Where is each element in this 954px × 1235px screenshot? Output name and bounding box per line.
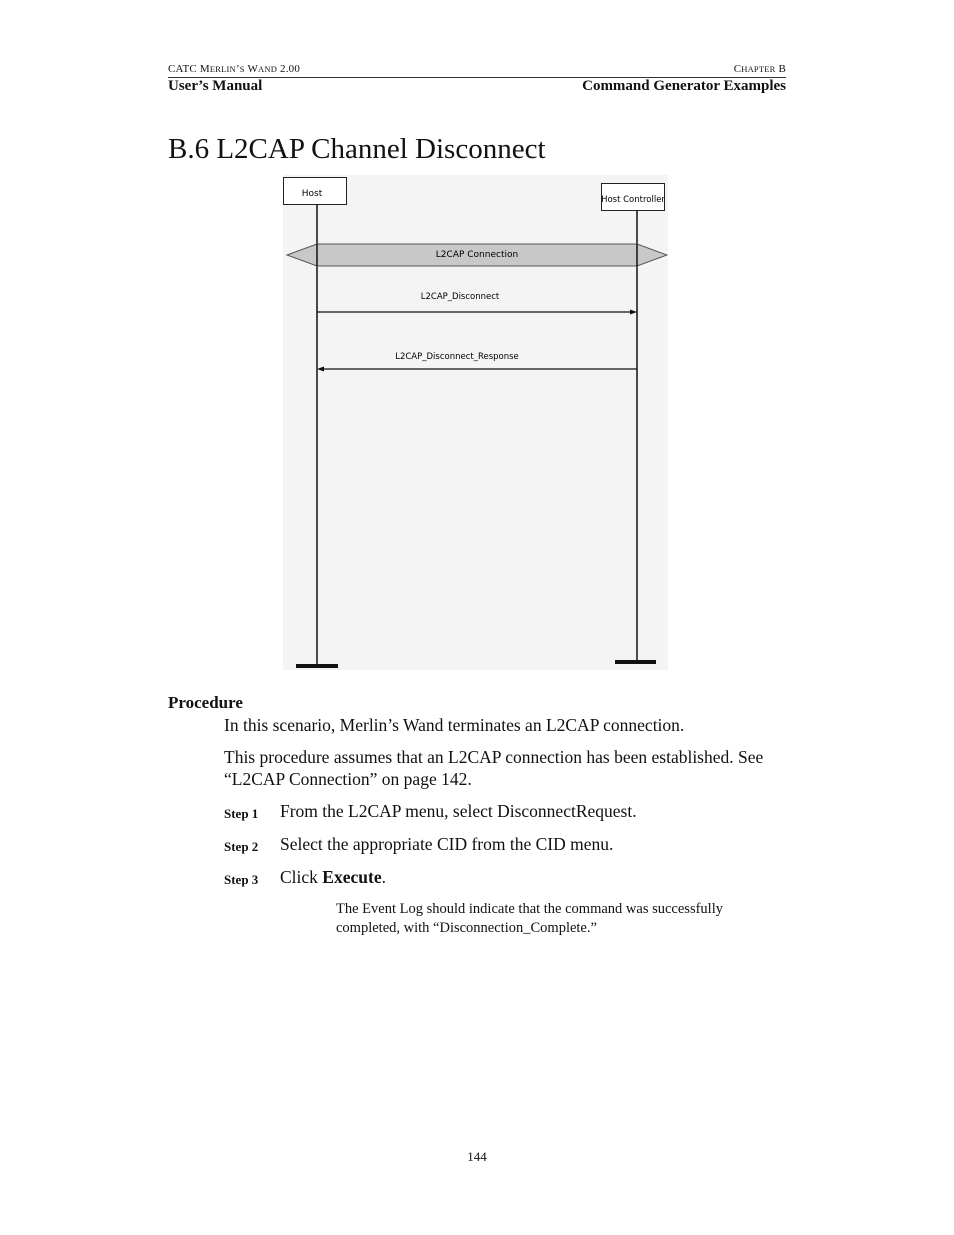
step-3-text: Click Execute. (280, 867, 386, 887)
procedure-heading: Procedure (168, 693, 243, 712)
header-manual: User’s Manual (168, 78, 263, 94)
procedure-intro: In this scenario, Merlin’s Wand terminates an L2CAP connection. (224, 715, 685, 735)
section-title: B.6 L2CAP Channel Disconnect (168, 133, 546, 165)
procedure-assumption: This procedure assumes that an L2CAP connection has been established. See “L2CAP Connection” on page 142. (224, 747, 764, 789)
step-2-text: Select the appropriate CID from the CID menu. (280, 834, 614, 854)
step-1-label: Step 1 (224, 806, 259, 821)
host-label: Host (301, 189, 323, 199)
page-number: 144 (467, 1149, 487, 1164)
connection-label: L2CAP Connection (435, 250, 519, 260)
header-section: Command Generator Examples (582, 78, 786, 94)
header-chapter: CHAPTER B (733, 63, 786, 75)
msg1-label: L2CAP_Disconnect (420, 292, 500, 302)
step-3-label: Step 3 (224, 872, 259, 887)
msg2-label: L2CAP_Disconnect_Response (395, 352, 519, 362)
controller-label: Host Controller (601, 195, 665, 205)
step-1-text: From the L2CAP menu, select DisconnectRequest. (280, 801, 637, 821)
sequence-diagram (283, 175, 668, 670)
host-end-bar (296, 664, 338, 668)
execute-keyword: Execute (322, 867, 382, 887)
header-product: CATC MERLIN’S WAND 2.00 (168, 63, 301, 75)
step-3-note: The Event Log should indicate that the command was successfully completed, with “Disconnection_Complete.” (336, 901, 723, 936)
controller-end-bar (615, 660, 656, 664)
step-2-label: Step 2 (224, 839, 259, 854)
